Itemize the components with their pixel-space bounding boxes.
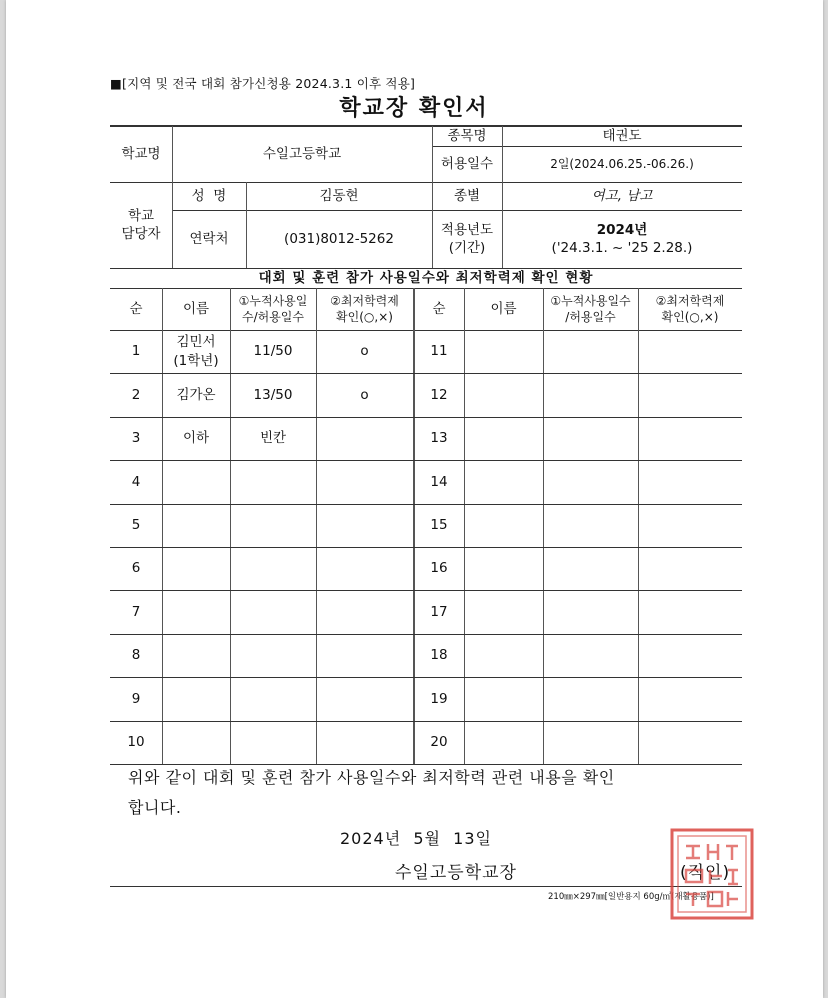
manager-name: 김동현 [319,187,359,204]
issue-date: 2024년 5월 13일 [340,829,492,848]
row-number: 1 [131,343,141,360]
manager-label-line1: 학교 [127,207,155,224]
year: 2024년 [596,221,648,238]
row-days [230,634,316,677]
category-value: 여고, 남고 [591,187,653,204]
row-number: 7 [131,603,141,620]
section-title: 대회 및 훈련 참가 사용일수와 최저학력제 확인 현황 [258,269,594,286]
row-name-line1: 김가온 [176,386,216,403]
row-number-right: 18 [430,647,448,664]
row-check: o [360,343,369,360]
row-number: 2 [131,386,141,403]
col-order: 순 [129,300,143,317]
row-number: 10 [127,734,145,751]
row-number: 3 [131,430,141,447]
row-days: 13/50 [253,386,293,403]
statement-line2: 합니다. [128,798,182,817]
contact-label: 연락처 [189,230,229,247]
category-label: 종별 [453,187,481,204]
row-name [162,504,230,547]
year-label-line2: (기간) [448,240,486,256]
period: ('24.3.1. ~ '25 2.28.) [551,240,693,256]
year-label [432,210,502,268]
row-check [316,677,413,721]
row-number-right: 13 [430,430,448,447]
row-number-right: 12 [430,386,448,403]
col-days-line2: 수/허용일수 [241,310,304,324]
allowed-days-label: 허용일수 [440,155,494,172]
row-name [162,417,230,460]
row-check [316,417,413,460]
col-name: 이름 [182,300,210,317]
sport-value: 태권도 [602,127,642,144]
row-name [162,590,230,634]
school-label: 학교명 [121,145,161,162]
paper-spec: 210㎜×297㎜[일반용지 60g/㎡(재활용품)] [548,892,714,902]
row-check [316,590,413,634]
row-days [230,460,316,504]
seal-label: (직인) [680,863,731,883]
row-number: 6 [131,560,141,577]
col-days-right-line1: ①누적사용일수 [550,293,631,308]
row-name [162,634,230,677]
row-name-line1: 김민서 [176,334,216,351]
row-number: 4 [131,473,141,490]
row-check [316,504,413,547]
row-days [230,504,316,547]
col-check-line2: 확인(○,×) [336,310,393,324]
name-label: 성 명 [191,187,227,204]
manager-label-line2: 담당자 [121,226,161,242]
col-check [316,288,413,330]
col-order-right: 순 [432,300,446,317]
col-days-line1: ①누적사용일 [238,293,308,308]
row-check [316,547,413,590]
year-label-line1: 적용년도 [440,221,494,238]
row-name [162,547,230,590]
row-name-line2: (1학년) [173,352,219,369]
row-days: 11/50 [253,343,293,360]
row-number-right: 11 [430,343,448,360]
year-value [502,210,742,268]
row-name [162,721,230,764]
col-check-line1: ②최저학력제 [330,293,399,308]
row-number-right: 20 [430,734,448,751]
col-check-right-line2: 확인(○,×) [661,310,719,324]
row-number-right: 17 [430,603,448,620]
confirmation-statement [128,763,728,823]
col-name-right: 이름 [490,300,517,317]
row-number-right: 14 [430,473,448,490]
col-days [230,288,316,330]
col-days-right [543,288,638,330]
sport-label: 종목명 [447,127,487,144]
row-name [162,677,230,721]
signer-title: 수일고등학교장 [395,863,517,883]
manager-label [110,182,172,268]
col-check-right-line1: ②최저학력제 [655,293,725,308]
row-name [162,330,230,373]
row-number: 8 [131,647,141,664]
row-days [230,590,316,634]
row-check [316,721,413,764]
contact-value: (031)8012-5262 [284,230,394,247]
allowed-days-value: 2일(2024.06.25.-06.26.) [550,156,694,171]
row-check [316,634,413,677]
row-number: 5 [131,517,141,534]
official-seal-icon [668,826,756,922]
row-number-right: 19 [430,690,448,707]
document-title: 학교장 확인서 [339,96,489,121]
row-check [316,460,413,504]
row-days [230,721,316,764]
school-name: 수일고등학교 [262,145,342,162]
header-note: ■[지역 및 전국 대회 참가신청용 2024.3.1 이후 적용] [110,76,416,91]
row-days [230,677,316,721]
row-check: o [360,386,369,403]
row-number-right: 15 [430,517,448,534]
row-name-line1: 이하 [182,430,210,447]
row-days [230,547,316,590]
statement-line1: 위와 같이 대회 및 훈련 참가 사용일수와 최저학력 관련 내용을 확인 [128,768,615,787]
row-name [162,373,230,417]
col-check-right [638,288,742,330]
row-days: 빈칸 [259,430,287,447]
row-number-right: 16 [430,560,448,577]
col-days-right-line2: /허용일수 [565,310,616,324]
row-number: 9 [131,690,141,707]
row-name [162,460,230,504]
